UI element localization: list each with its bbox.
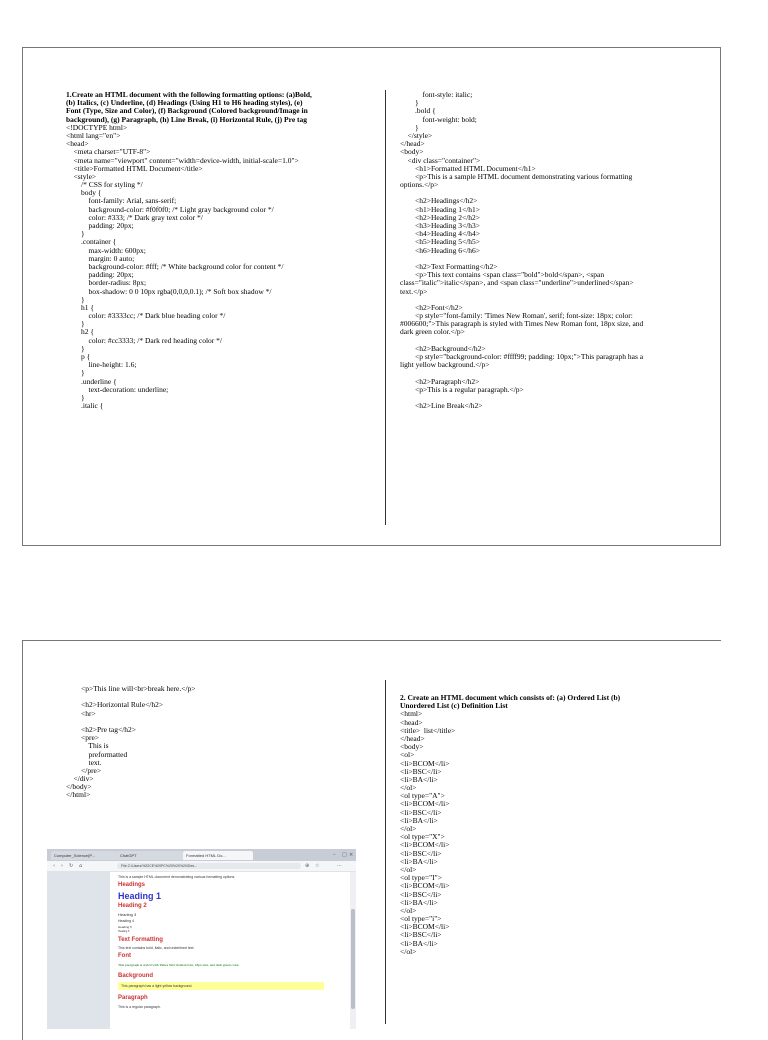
code-line: <ol type="I"> <box>400 873 442 883</box>
code-line: <li>BSC</li> <box>400 889 442 899</box>
back-icon[interactable]: ‹ <box>53 863 55 869</box>
code-line: font-family: Arial, sans-serif; <box>66 196 177 206</box>
code-line: preformatted <box>66 749 128 759</box>
code-line: font-style: italic; <box>400 90 473 99</box>
code-line: h2 { <box>66 327 94 337</box>
code-line: line-height: 1.6; <box>66 360 137 370</box>
zoom-icon[interactable]: ⊕ <box>305 863 310 869</box>
code-line: </div> <box>66 774 94 784</box>
code-line: </ol> <box>400 783 417 793</box>
browser-screenshot <box>47 849 356 1029</box>
page2-left-column <box>66 685 378 800</box>
code-line: padding: 20px; <box>66 221 134 230</box>
code-line: <h2>Pre tag</h2> <box>66 724 137 734</box>
code-line: background-color: #f0f0f0; /* Light gray background color */ <box>66 204 274 214</box>
code-line: Font (Type, Size and Color), (f) Background (Colored background/Image in <box>66 106 308 116</box>
code-line: light yellow background.</p> <box>400 360 490 370</box>
code-line: <h2>Headings</h2> <box>400 196 478 206</box>
browser-tab-active[interactable]: Formatted HTML Do... <box>183 851 253 860</box>
code-line: 1.Create an HTML document with the following formatting options: (a)Bold, <box>66 90 312 99</box>
code-line: <p style="font-family: 'Times New Roman', serif; font-size: 18px; color: <box>400 311 633 321</box>
home-icon[interactable]: ⌂ <box>79 863 83 869</box>
code-line: padding: 20px; <box>66 270 134 280</box>
code-line: <html lang="en"> <box>66 130 121 140</box>
heading-5: Heading 5 <box>118 925 132 929</box>
code-line: <li>BSC</li> <box>400 930 442 940</box>
scrollbar-thumb[interactable] <box>351 909 355 1009</box>
code-line: background), (g) Paragraph, (h) Line Break, (i) Horizontal Rule, (j) Pre tag <box>66 114 308 124</box>
code-line: <li>BCOM</li> <box>400 922 450 932</box>
code-line: <h2>Heading 2</h2> <box>400 212 481 222</box>
code-line: color: #cc3333; /* Dark red heading color */ <box>66 335 222 345</box>
code-line: <p>This is a sample HTML document demonstrating various formatting <box>400 171 633 181</box>
heading-3: Heading 3 <box>118 912 137 917</box>
code-line: </ol> <box>400 864 417 874</box>
reload-icon[interactable]: ↻ <box>69 863 74 869</box>
code-line: } <box>66 392 85 402</box>
code-line: </body> <box>66 782 92 792</box>
headings-title: Headings <box>118 882 146 888</box>
code-line: <h2>Horizontal Rule</h2> <box>66 700 164 710</box>
code-line: <h5>Heading 5</h5> <box>400 237 481 247</box>
code-line: <div class="container"> <box>400 155 481 165</box>
code-line: <head> <box>66 139 89 149</box>
code-line: #006600;">This paragraph is styled with Times New Roman font, 18px size, and <box>400 319 644 329</box>
code-line: font-weight: bold; <box>400 114 477 124</box>
code-line: } <box>66 368 85 378</box>
heading-4: Heading 4 <box>118 919 134 923</box>
code-line: dark green color.</p> <box>400 327 465 337</box>
code-line: <ol> <box>400 750 415 760</box>
browser-tab[interactable]: Computer_Science(P... <box>51 851 117 860</box>
font-body: This paragraph is styled with Times New Roman font, 18px size, and dark green color. <box>118 963 240 967</box>
code-line: </ol> <box>400 905 417 915</box>
forward-icon[interactable]: › <box>61 863 63 869</box>
code-line: <h2>Text Formatting</h2> <box>400 261 498 271</box>
code-line: </head> <box>400 733 425 743</box>
code-line: <p style="background-color: #ffff99; padding: 10px;">This paragraph has a <box>400 352 644 361</box>
heading-6: Heading 6 <box>118 930 130 933</box>
code-line: <style> <box>66 171 97 181</box>
code-line: <li>BSC</li> <box>400 766 442 776</box>
code-line: Unordered List (c) Definition List <box>400 701 508 711</box>
code-line: </style> <box>400 130 433 140</box>
code-line: <h4>Heading 4</h4> <box>400 229 481 239</box>
font-title: Font <box>118 953 131 959</box>
column-divider-2 <box>385 680 386 1024</box>
code-line: <meta name="viewport" content="width=device-width, initial-scale=1.0"> <box>66 155 299 165</box>
minimize-icon[interactable]: – <box>333 852 336 858</box>
code-line: <h2>Background</h2> <box>400 343 486 353</box>
code-line: </ol> <box>400 824 417 833</box>
code-line: <li>BCOM</li> <box>400 799 450 809</box>
code-line: } <box>66 343 85 353</box>
code-line: </head> <box>400 139 425 149</box>
code-line: <body> <box>400 742 424 752</box>
code-line: text-decoration: underline; <box>66 384 169 394</box>
maximize-icon[interactable]: □ <box>342 852 347 858</box>
paragraph-body: This is a regular paragraph. <box>118 1005 161 1009</box>
code-line: background-color: #fff; /* White background color for content */ <box>66 261 284 271</box>
text-formatting-title: Text Formatting <box>118 937 163 943</box>
url-input[interactable]: File C:/Users/%20CE%20PC%20%20%20/Des... <box>117 863 301 869</box>
code-line: <hr> <box>66 708 96 718</box>
code-line: <h1>Heading 1</h1> <box>400 204 481 214</box>
code-line: <li>BCOM</li> <box>400 881 450 891</box>
code-line: <li>BA</li> <box>400 815 438 825</box>
column-divider-1 <box>385 90 386 525</box>
code-line: <body> <box>400 147 424 157</box>
code-line: <h6>Heading 6</h6> <box>400 245 481 255</box>
code-line: <p>This line will<br>break here.</p> <box>66 684 196 693</box>
code-line: } <box>66 319 85 329</box>
code-line: color: #333; /* Dark gray text color */ <box>66 212 203 222</box>
code-line: margin: 0 auto; <box>66 253 135 263</box>
code-line: <li>BSC</li> <box>400 848 442 858</box>
code-line: <p>This is a regular paragraph.</p> <box>400 384 524 394</box>
code-line: text.</p> <box>400 286 428 296</box>
code-line: text. <box>66 757 102 767</box>
code-line: </ol> <box>400 946 417 956</box>
code-line: <title> list</title> <box>400 725 456 735</box>
code-line: } <box>66 229 85 239</box>
code-line: options.</p> <box>400 180 439 190</box>
code-line: .underline { <box>66 376 117 386</box>
code-line: <li>BA</li> <box>400 938 438 948</box>
code-line: <ol type="i"> <box>400 914 442 924</box>
code-line: .container { <box>66 237 117 247</box>
code-line: <title>Formatted HTML Document</title> <box>66 163 203 173</box>
background-body: This paragraph has a light yellow background. <box>118 982 324 990</box>
code-line: <li>BSC</li> <box>400 807 442 817</box>
paragraph-title: Paragraph <box>118 995 148 1001</box>
code-line: <p>This text contains <span class="bold">bold</span>, <span <box>400 270 605 280</box>
code-line: <li>BA</li> <box>400 856 438 866</box>
code-line: <h3>Heading 3</h3> <box>400 221 481 230</box>
code-line: /* CSS for styling */ <box>66 180 143 190</box>
code-line: (b) Italics, (c) Underline, (d) Headings (Using H1 to H6 heading styles), (e) <box>66 98 303 108</box>
code-line: .bold { <box>400 106 436 116</box>
browser-tab[interactable]: ChatGPT <box>117 851 183 860</box>
page1-left-column <box>66 91 378 410</box>
menu-icon[interactable]: ⋯ <box>337 863 342 869</box>
background-title: Background <box>118 973 154 979</box>
code-line: max-width: 600px; <box>66 245 146 255</box>
intro-text: This is a sample HTML document demonstrating various formatting options. <box>118 875 236 879</box>
code-line: border-radius: 8px; <box>66 278 147 288</box>
rendered-page <box>110 872 350 1029</box>
code-line: } <box>400 98 419 108</box>
code-line: <head> <box>400 717 423 727</box>
code-line: <ol type="X"> <box>400 832 445 842</box>
favorite-icon[interactable]: ☆ <box>315 863 320 869</box>
code-line: <h2>Line Break</h2> <box>400 401 483 411</box>
code-line: </html> <box>66 790 91 800</box>
text-formatting-body: This text contains bold, italic, and underlined text. <box>118 946 195 950</box>
code-line: color: #3333cc; /* Dark blue heading color */ <box>66 311 226 321</box>
code-line: <html> <box>400 709 423 719</box>
heading-2: Heading 2 <box>118 903 147 909</box>
code-line: box-shadow: 0 0 10px rgba(0,0,0,0.1); /* Soft box shadow */ <box>66 286 272 296</box>
page2-right-column <box>400 694 710 956</box>
code-line: <h2>Font</h2> <box>400 302 463 312</box>
heading-1: Heading 1 <box>118 891 162 901</box>
code-line: h1 { <box>66 302 94 312</box>
code-line: <li>BA</li> <box>400 897 438 907</box>
code-line: <pre> <box>66 733 100 743</box>
close-icon[interactable]: × <box>349 852 354 858</box>
code-line: <li>BCOM</li> <box>400 758 450 768</box>
code-line: <li>BA</li> <box>400 774 438 784</box>
code-line: <!DOCTYPE html> <box>66 122 128 132</box>
code-line: <meta charset="UTF-8"> <box>66 147 151 157</box>
code-line: } <box>66 294 85 304</box>
code-line: .italic { <box>66 401 104 411</box>
code-line: 2. Create an HTML document which consists of: (a) Ordered List (b) <box>400 693 621 702</box>
code-line: p { <box>66 352 91 361</box>
page1-right-column <box>400 91 710 410</box>
code-line: body { <box>66 188 102 198</box>
code-line: class="italic">italic</span>, and <span class="underline">underlined</span> <box>400 278 634 288</box>
code-line: <li>BCOM</li> <box>400 840 450 850</box>
code-line: } <box>400 122 419 132</box>
code-line: This is <box>66 741 109 751</box>
code-line: </pre> <box>66 765 102 775</box>
code-line: <h2>Paragraph</h2> <box>400 376 480 386</box>
code-line: <ol type="A"> <box>400 791 445 801</box>
code-line: <h1>Formatted HTML Document</h1> <box>400 163 536 173</box>
